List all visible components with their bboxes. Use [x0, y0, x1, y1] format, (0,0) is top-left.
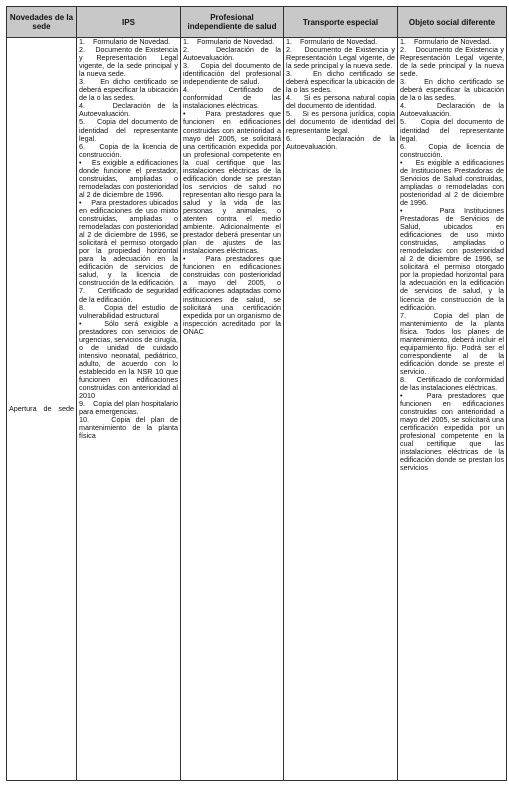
list-item: 5. Copia del documento de identidad del representante legal. [79, 117, 178, 143]
list-item: 2. Documento de Existencia y Representación Legal vigente, de la sede principal y la nueva sede. [400, 45, 504, 79]
list-item: 8. Copia del estudio de vulnerabilidad estructural [79, 302, 178, 320]
list-item: • Para prestadores que funcionen en edificaciones construidas con posterioridad a mayo del 2005, o edificaciones adaptadas como instituciones de salud, se solicitará una certificación expedida por un organismo de inspección acreditado por la ONAC [183, 254, 281, 336]
list-item: 3. En dicho certificado se deberá especificar la ubicación de la o las sedes. [79, 77, 178, 103]
header-transporte: Transporte especial [284, 7, 398, 38]
row-label: Apertura de sede [9, 403, 74, 413]
list-item: • Para Instituciones Prestadoras de Servicios de Salud, ubicados en edificaciones de uso mixto construidas, ampliadas o remodeladas con posterioridad al 2 de diciembre de 1996, se solicitará el permiso otorgado por la propiedad horizontal para la adecuación en la edificación de servicios de salud, y la licencia de construcción de la edificación. [400, 205, 504, 312]
table-row [7, 38, 507, 781]
list-item: • Es exigible a edificaciones de Instituciones Prestadoras de Servicios de Salud construidas, ampliadas o remodeladas con posterioridad al 2 de diciembre de 1996. [400, 157, 504, 207]
row-label-cell [7, 38, 77, 781]
list-item: 4. Declaración de la Autoevaluación. [79, 101, 178, 119]
list-item: 1. Formulario de Novedad. [79, 37, 171, 46]
header-ips: IPS [77, 7, 181, 38]
list-item: 3. Copia del documento de identificación del profesional independiente de salud. [183, 61, 281, 87]
list-item: • Sólo será exigible a prestadores con servicios de urgencias, servicios de cirugía, o de unidad de cuidado intensivo neonatal, pediátrico, adulto, de acuerdo con lo establecido en la NSR 10 que funcionen en edificaciones construidas con anterioridad al 2010 [79, 318, 178, 401]
requirements-table [6, 6, 507, 781]
list-item: 6. Declaración de la Autoevaluación. [286, 133, 395, 151]
list-item: 1. Formulario de Novedad. [286, 37, 378, 46]
list-item: 3. En dicho certificado se deberá especificar la ubicación de la o las sedes. [286, 69, 395, 95]
list-item: 4. Certificado de conformidad de las instalaciones eléctricas. [183, 85, 281, 111]
list-item: 2. Documento de Existencia y Representación Legal vigente, de la sede principal y la nueva sede. [286, 45, 395, 71]
list-item: 5. Si es persona jurídica, copia del documento de identidad del representante legal. [286, 109, 395, 135]
list-item: 4. Declaración de la Autoevaluación. [400, 101, 504, 119]
list-item: 3. En dicho certificado se deberá especificar la ubicación de la o las sedes. [400, 77, 504, 103]
list-item: 7. Certificado de seguridad de la edificación. [79, 286, 178, 304]
list-item: 7. Copia del plan de mantenimiento de la planta física. Todos los planes de mantenimiento, deberá incluir el equipamiento fijo. Podrá ser el correspondiente al de la edificación donde se preste el servicio. [400, 310, 504, 376]
header-objeto-social: Objeto social diferente [398, 7, 507, 38]
list-item: 6. Copia de la licencia de construcción. [79, 141, 178, 159]
header-novedades: Novedades de la sede [7, 7, 77, 38]
transporte-cell [284, 38, 398, 781]
list-item: 2. Documento de Existencia y Representación Legal vigente, de la sede principal y la nueva sede. [79, 45, 178, 79]
list-item: 1. Formulario de Novedad. [183, 37, 275, 46]
list-item: • Para prestadores que funcionen en edificaciones construidas con anterioridad a mayo del 2005, se solicitará una certificación expedida por un profesional competente en la cual certifique que las instalaciones eléctricas de la edificación donde se prestan los servicios de salud no representan alto riesgo para la salud y la vida de las personas y animales, o atenten contra el medio ambiente. Adicionalmente el prestador deberá presentar un plan de ajustes de las instalaciones eléctricas. [183, 109, 281, 256]
profesional-cell [181, 38, 284, 781]
list-item: 2. Declaración de la Autoevaluación. [183, 45, 281, 63]
list-item: 5. Copia del documento de identidad del representante legal. [400, 117, 504, 143]
list-item: 1. Formulario de Novedad. [400, 37, 492, 46]
list-item: 4. Si es persona natural copia del documento de identidad. [286, 93, 395, 111]
list-item: 9. Copia del plan hospitalario para emergencias. [79, 399, 178, 417]
list-item: • Para prestadores ubicados en edificaciones de uso mixto construidas, ampliadas o remodeladas con posterioridad al 2 de diciembre de 1996, se solicitará el permiso otorgado por la propiedad horizontal para la adecuación en la edificación de servicios de salud, y la licencia de construcción de la edificación. [79, 197, 178, 288]
list-item: • Es exigible a edificaciones donde funcione el prestador, construidas, ampliadas o remodeladas con posterioridad al 2 de diciembre de 1996. [79, 157, 178, 199]
ips-cell [77, 38, 181, 781]
list-item: 8. Certificado de conformidad de las instalaciones eléctricas. [400, 374, 504, 393]
objeto-social-cell [398, 38, 507, 781]
list-item: • Para prestadores que funcionen en edificaciones construidas con anterioridad a mayo del 2005, se solicitará una certificación expedida por un profesional competente en la cual certifique que las instalaciones eléctricas de la edificación donde se prestan los servicios [400, 391, 504, 473]
header-row [7, 7, 507, 38]
list-item: 10. Copia del plan de mantenimiento de la planta física [79, 415, 178, 441]
header-profesional: Profesional independiente de salud [181, 7, 284, 38]
list-item: 6. Copia de licencia de construcción. [400, 141, 504, 159]
